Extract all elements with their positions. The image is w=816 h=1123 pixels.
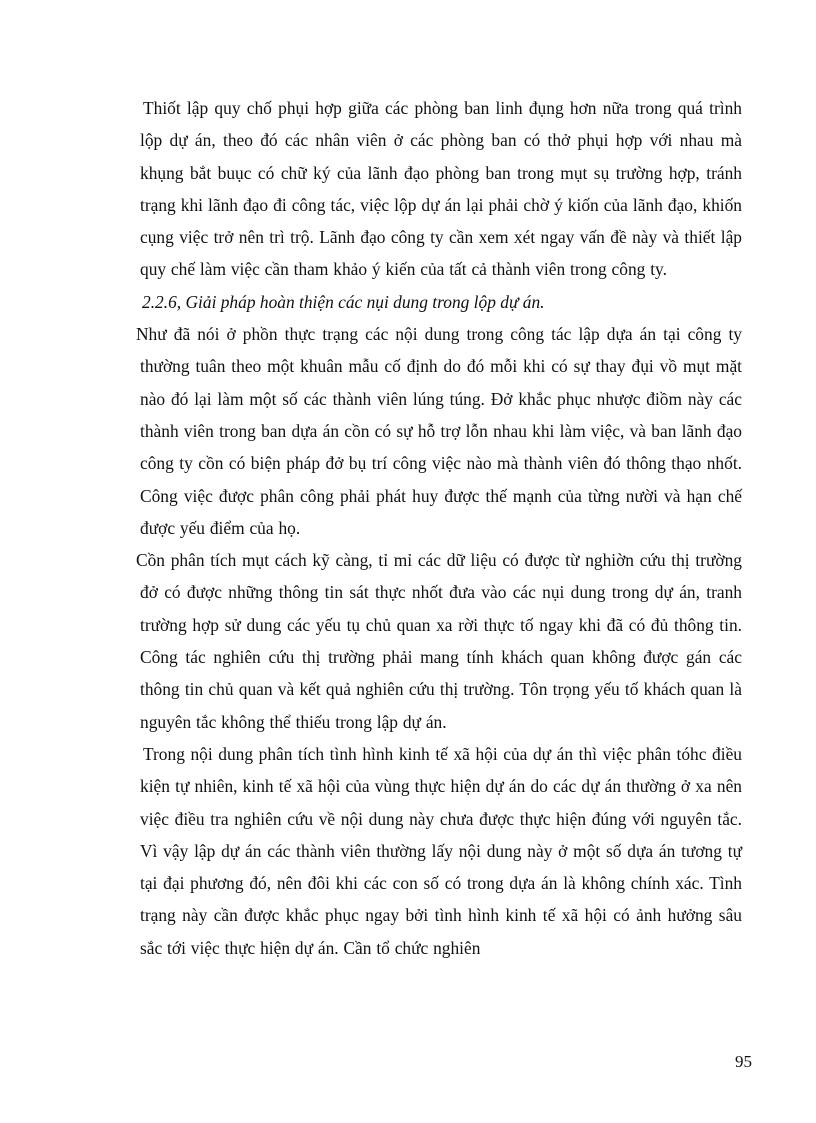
paragraph-socioeconomic: Trong nội dung phân tích tình hình kinh tế xã hội của dự án thì việc phân tóhc điều kiện tự nhiên, kinh tế xã hội của vùng thực hiện dự án do các dự án thường ở xa nên việc điều tra nghiên cứu về nội dung này chưa được thực hiện đúng với nguyên tắc. Vì vậy lập dự án các thành viên thường lấy nội dung này ở một số dựa án tương tự tại đại phương đó, nên đôi khi các con số có trong dựa án là không chính xác. Tình trạng này cần được khắc phục ngay bởi tình hình kinh tế xã hội có ảnh hưởng sâu sắc tới việc thực hiện dự án. Cần tổ chức nghiên [140, 743, 742, 958]
paragraph-content-template: Như đã nói ở phồn thực trạng các nội dung trong công tác lập dựa án tại công ty thường tuân theo một khuân mẫu cố định do đó mỗi khi có sự thay đụi vồ mụt mặt nào đó lại làm một số các thành viên lúng túng. Đở khắc phục nhược điồm này các thành viên trong ban dựa án cồn có sự hỗ trợ lỗn nhau khi làm việc, và ban lãnh đạo công ty cồn có biện pháp đở bụ trí công việc nào mà thành viên đó thông thạo nhốt. Công việc được phân công phải phát huy được thế mạnh của từng nười và hạn chế được yếu điểm của họ. [136, 324, 742, 538]
paragraph-regulation: Thiốt lập quy chố phụi hợp giữa các phòng ban linh đụng hơn nữa trong quá trình lộp dự án, theo đó các nhân viên ở các phòng ban có thở phụi hợp với nhau mà khụng bắt buục có chữ ký của lãnh đạo phòng ban trong mụt sụ trường hợp, tránh trạng khi lãnh đạo đi công tác, việc lộp dự án lại phải chờ ý kiốn của lãnh đạo, khiốn cụng việc trở nên trì trộ. Lãnh đạo công ty cần xem xét ngay vấn đề này và thiết lập quy chế làm việc cần tham khảo ý kiến của tất cả thành viên trong công ty. [140, 98, 742, 280]
paragraph-data-analysis: Cồn phân tích mụt cách kỹ càng, tỉ mỉ các dữ liệu có được từ nghiờn cứu thị trường đở có được những thông tin sát thực nhốt đưa vào các nụi dung trong dự án, tranh trường hợp sử dung các yếu tụ chủ quan xa rời thực tố ngay khi đã có đủ thông tin. Công tác nghiên cứu thị trường phải mang tính khách quan không được gán các thông tin chủ quan và kết quả nghiên cứu thị trường. Tôn trọng yếu tố khách quan là nguyên tắc không thể thiếu trong lập dự án. [136, 550, 742, 732]
page-number: 95 [735, 1052, 752, 1071]
page-content [136, 92, 742, 964]
section-heading: 2.2.6, Giải pháp hoàn thiện các nụi dung trong lộp dự án. [142, 291, 545, 312]
